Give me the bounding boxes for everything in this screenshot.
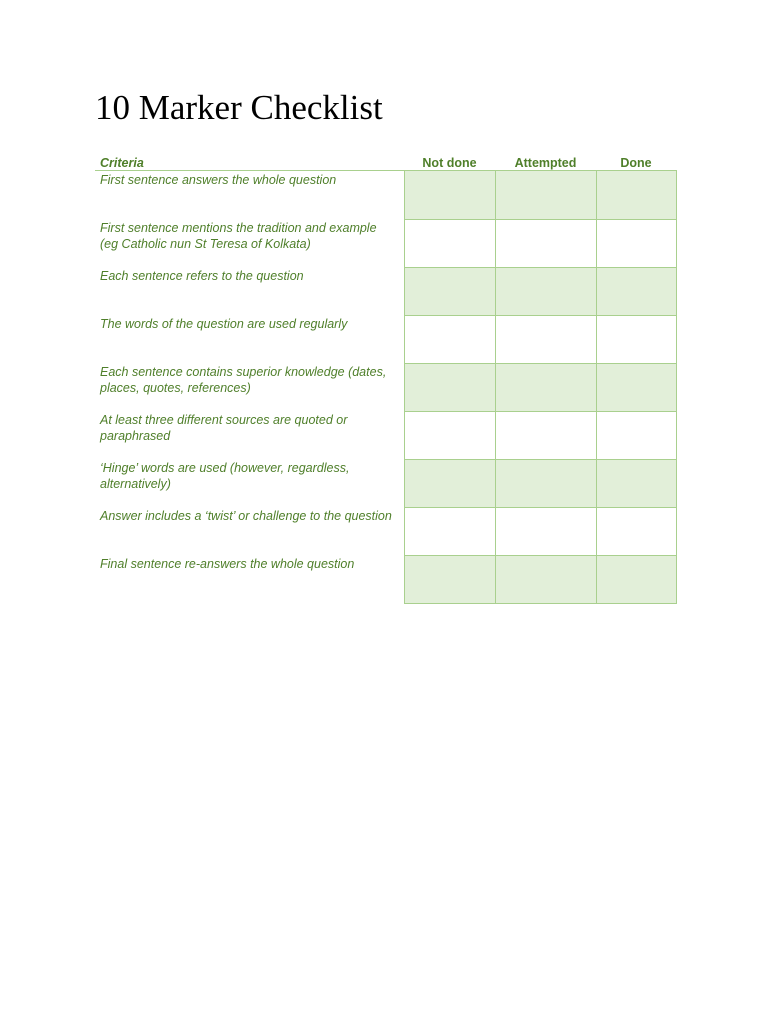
not-done-cell[interactable]	[404, 171, 495, 220]
criterion-text: First sentence mentions the tradition and example (eg Catholic nun St Teresa of Kolkata)	[100, 221, 377, 251]
header-row	[95, 152, 676, 171]
attempted-cell[interactable]	[495, 411, 596, 459]
checklist-table	[95, 152, 677, 604]
not-done-cell[interactable]	[404, 267, 495, 315]
table-row	[95, 507, 676, 555]
table-row	[95, 267, 676, 315]
table-row	[95, 363, 676, 411]
criterion-text: Each sentence contains superior knowledge (dates, places, quotes, references)	[100, 365, 387, 395]
page-title: 10 Marker Checklist	[95, 88, 383, 127]
not-done-cell[interactable]	[404, 555, 495, 603]
not-done-cell[interactable]	[404, 411, 495, 459]
table-row	[95, 171, 676, 220]
attempted-cell[interactable]	[495, 267, 596, 315]
not-done-cell[interactable]	[404, 315, 495, 363]
not-done-cell[interactable]	[404, 363, 495, 411]
attempted-cell[interactable]	[495, 555, 596, 603]
done-cell[interactable]	[596, 411, 676, 459]
criterion-text: Each sentence refers to the question	[100, 269, 304, 283]
table-row	[95, 315, 676, 363]
done-cell[interactable]	[596, 219, 676, 267]
not-done-cell[interactable]	[404, 459, 495, 507]
header-criteria: Criteria	[95, 152, 404, 171]
done-cell[interactable]	[596, 315, 676, 363]
done-cell[interactable]	[596, 171, 676, 220]
table-row	[95, 555, 676, 603]
attempted-cell[interactable]	[495, 363, 596, 411]
done-cell[interactable]	[596, 555, 676, 603]
done-cell[interactable]	[596, 507, 676, 555]
criterion-text: At least three different sources are quoted or paraphrased	[100, 413, 348, 443]
done-cell[interactable]	[596, 267, 676, 315]
table-row	[95, 411, 676, 459]
header-attempted: Attempted	[495, 152, 596, 171]
attempted-cell[interactable]	[495, 171, 596, 220]
attempted-cell[interactable]	[495, 315, 596, 363]
table-row	[95, 459, 676, 507]
done-cell[interactable]	[596, 363, 676, 411]
done-cell[interactable]	[596, 459, 676, 507]
attempted-cell[interactable]	[495, 507, 596, 555]
attempted-cell[interactable]	[495, 219, 596, 267]
criterion-text: First sentence answers the whole question	[100, 173, 337, 187]
criterion-text: Final sentence re-answers the whole question	[100, 557, 355, 571]
attempted-cell[interactable]	[495, 459, 596, 507]
criterion-text: The words of the question are used regularly	[100, 317, 348, 331]
criterion-text: ‘Hinge’ words are used (however, regardless, alternatively)	[100, 461, 350, 491]
table-row	[95, 219, 676, 267]
criterion-text: Answer includes a ‘twist’ or challenge to the question	[100, 509, 392, 523]
not-done-cell[interactable]	[404, 219, 495, 267]
header-done: Done	[596, 152, 676, 171]
not-done-cell[interactable]	[404, 507, 495, 555]
header-not-done: Not done	[404, 152, 495, 171]
